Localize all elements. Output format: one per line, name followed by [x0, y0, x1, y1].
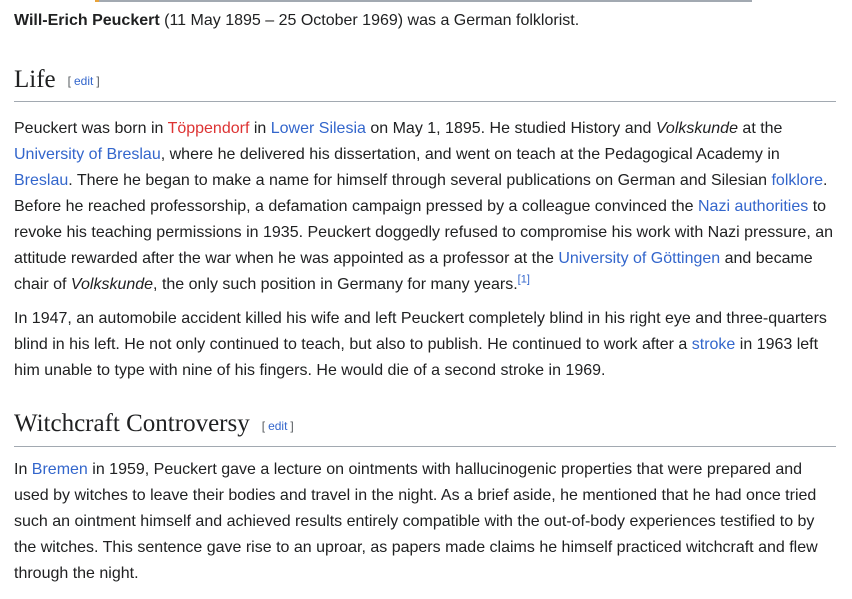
citation: [518, 274, 530, 286]
section-heading-witchcraft-controversy: [14, 408, 836, 446]
edit-section-life: [ edit ]: [67, 74, 100, 89]
italic-text: Volkskunde: [70, 276, 154, 294]
text: . There he began to make a name for himself through several publications on German and Silesian: [68, 172, 772, 190]
edit-section-witchcraft: [ edit ]: [261, 418, 294, 433]
text: in 1963 left him unable to type with nine of his fingers. He would die of a second stroke in 1969.: [14, 336, 819, 380]
text: in 1959, Peuckert gave a lecture on ointments with hallucinogenic properties that were prepared and used by witches to leave their bodies and travel in the night. As a brief aside, he mentioned that he had once tried such an ointment himself and achieved results entirely compatible with the out-of-body experiences testified to by the witches. This sentence gave rise to an uproar, as papers made claims he himself practiced witchcraft and flew through the night.: [14, 460, 818, 582]
lead-paragraph: [14, 8, 836, 34]
text: in: [249, 120, 271, 138]
paragraph: [14, 116, 836, 298]
edit-link[interactable]: edit: [73, 74, 94, 89]
link-nazi-authorities[interactable]: Nazi authorities: [697, 198, 809, 216]
text: on May 1, 1895. He studied History and: [365, 120, 656, 138]
text: In 1947, an automobile accident killed his wife and left Peuckert completely blind in his right eye and three-quarters blind in his left. He not only continued to teach, but also to publish. He continued to work after a: [14, 310, 827, 354]
section-body-witchcraft-controversy: [14, 457, 836, 587]
text: . Before he reached professorship, a defamation campaign pressed by a colleague convinced the: [14, 172, 828, 216]
link-lower-silesia[interactable]: Lower Silesia: [270, 120, 366, 138]
section-heading-life: [14, 64, 836, 102]
paragraph: [14, 306, 836, 384]
link-university-of-breslau[interactable]: University of Breslau: [14, 146, 161, 164]
section-title: Witchcraft Controversy: [14, 410, 250, 438]
link-university-of-g-ttingen[interactable]: University of Göttingen: [558, 250, 721, 268]
citation-link[interactable]: [1]: [517, 273, 530, 286]
link-breslau[interactable]: Breslau: [14, 172, 69, 190]
italic-text: Volkskunde: [655, 120, 738, 138]
link-bremen[interactable]: Bremen: [31, 460, 88, 478]
edit-link[interactable]: edit: [268, 418, 288, 433]
text: (11 May 1895 – 25 October 1969) was a German folklorist.: [159, 12, 580, 29]
text: , the only such position in Germany for many years.: [153, 276, 518, 294]
infobox-bottom-border: [95, 0, 752, 2]
paragraph: [14, 457, 836, 587]
section-body-life: [14, 116, 836, 384]
link-folklore[interactable]: folklore: [771, 172, 824, 190]
text: Peuckert was born in: [14, 120, 168, 138]
text: In: [14, 460, 32, 478]
text: , where he delivered his dissertation, and went on teach at the Pedagogical Academy in: [160, 146, 780, 164]
article-content: [14, 8, 836, 595]
text: at the: [737, 120, 783, 138]
bold-text: Will-Erich Peuckert: [14, 12, 160, 29]
text: and became chair of: [14, 250, 813, 294]
section-title: Life: [14, 66, 56, 93]
link-stroke[interactable]: stroke: [691, 336, 736, 354]
redlink-t-ppendorf[interactable]: Töppendorf: [167, 120, 250, 138]
text: to revoke his teaching permissions in 1935. Peuckert doggedly refused to compromise his work with Nazi pressure, an attitude rewarded after the war when he was appointed as a professor at the: [14, 198, 834, 268]
